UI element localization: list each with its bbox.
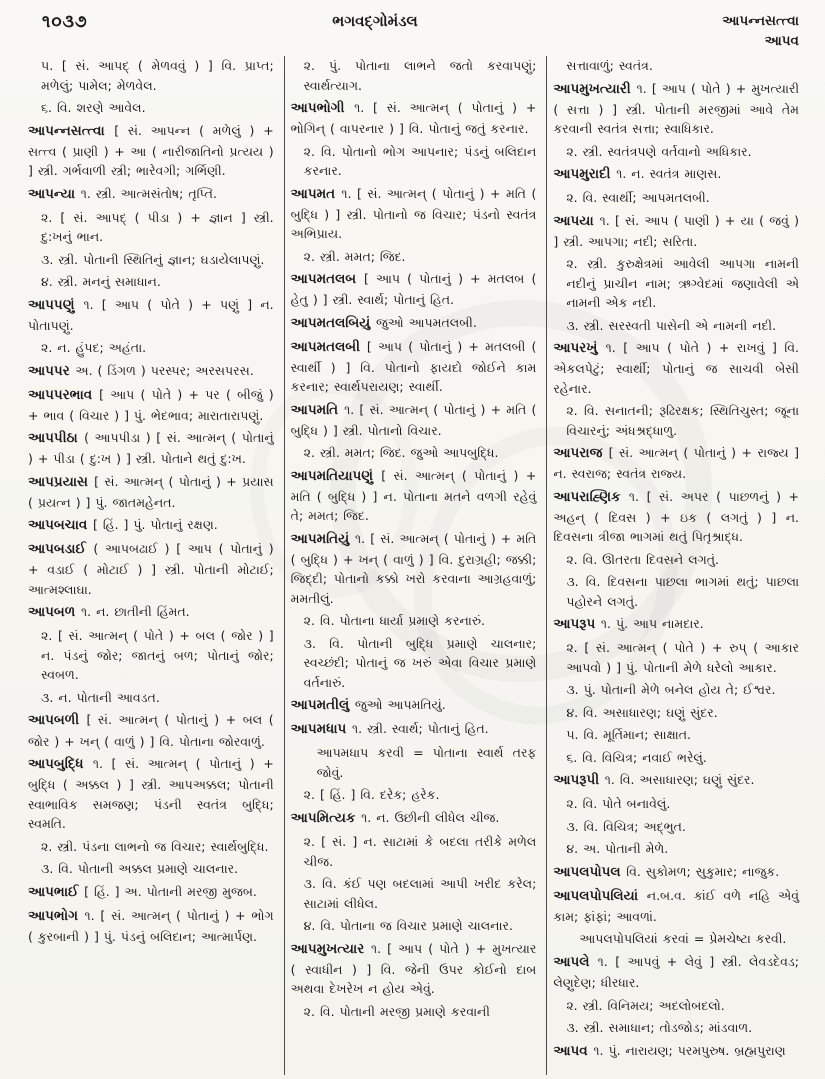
headword: આપપ્રયાસ xyxy=(28,473,95,490)
sense-line: ૨. સ્ત્રી. પંડના લાભનો જ વિચાર; સ્વાર્થબુદ્ધિ. xyxy=(41,838,269,854)
headword: આપમતીલું xyxy=(290,697,355,714)
headword: આપમતિયું xyxy=(290,530,356,547)
dictionary-entry: આપરાજ [ સં. આત્મન્ ( પોતાનું ) + રાજ્ય ] ન. સ્વરાજ; સ્વતંત્ર રાજ્ય. xyxy=(553,445,800,482)
dictionary-entry: આપમુરાદી ૧. ન. સ્વતંત્ર માણસ. xyxy=(553,166,722,183)
headword: આપબચાવ xyxy=(28,517,93,534)
sense-line: ૬. વિ. શરણે આવેલ. xyxy=(41,100,146,115)
dictionary-entry: આપભોગ ૧. [ સં. આત્મન્ ( પોતાનું ) + ભોગ ( કુરબાની ) ] પું. પંડનું બલિદાન; આત્માર્પણ. xyxy=(28,907,274,944)
dictionary-entry: આપપીઠા ( આપપીડા ) [ સં. આત્મન્ ( પોતાનું ) + પીડા ( દુ:ખ ) ] સ્ત્રી. પોતાને થતું દુ:ખ. xyxy=(28,430,274,467)
sense-line: ૨. વિ. પોતાના ધાર્યા પ્રમાણે કરનારું. xyxy=(303,613,485,629)
sense-line: ૨. સ્ત્રી. વિનિમય; અદલોબદલો. xyxy=(566,997,725,1013)
headword: આપલપોપલિયાં xyxy=(553,887,647,904)
sense-line: ૫. [ સં. આપદ્ ( મેળવવું ) ] વિ. પ્રાપ્ત; મળેલું; પામેલ; મેળવેલ. xyxy=(41,58,274,93)
idiom-line: આપલપોપલિયાં કરવાં = પ્રેમચેષ્ટા કરવી. xyxy=(579,931,787,947)
book-title: ભગવદ્ગોમંડલ xyxy=(332,12,418,30)
headword: આપવ xyxy=(553,1042,594,1059)
dictionary-entry: આપરખું ૧. [ આપ ( પોતે ) + રાખવું ] વિ. એકલપેટું; સ્વાર્થી; પોતાનું જ સાચવી બેસી રહેનાર. xyxy=(553,340,800,396)
headword: આપભાઈ xyxy=(28,883,85,900)
sense-line: ૩. સ્ત્રી. સમાધાન; તોડજોડ; માંડવાળ. xyxy=(566,1020,753,1036)
dictionary-entry: આપન્યા ૧. સ્ત્રી. આત્મસંતોષ; તૃપ્તિ. xyxy=(28,185,217,202)
sense-line: ૨. પું. પોતાના લાભને જતો કરવાપણું; સ્વાર્થત્યાગ. xyxy=(303,58,537,93)
dictionary-entry: આપમુખત્યાર ૧. [ આપ ( પોતે ) + મુખત્યાર ( સ્વાધીન ) ] વિ. જેની ઉપર કોઈનો દાબ અથવા દેખરેખ ન હોય એવું. xyxy=(290,940,537,997)
page-number: ૧૦૩૭ xyxy=(42,12,88,32)
dictionary-entry: આપપ્રયાસ [ સં. આત્મન્ ( પોતાનું ) + પ્રયાસ ( પ્રયત્ન ) ] પું. જાતમહેનત. xyxy=(28,473,274,510)
dictionary-entry: આપમતિયાપણું [ સં. આત્મન્ ( પોતાનું ) + મતિ ( બુદ્ધિ ) ] ન. પોતાના મતને વળગી રહેવું તે; મમત; જિદ. xyxy=(290,467,537,524)
sense-line: ૨. [ સં. આપદ્ ( પીડા ) + જ્ઞાન ] સ્ત્રી. દુ:ખનું ભાન. xyxy=(41,209,274,245)
dictionary-entry: આપલે ૧. [ આપવું + લેવું ] સ્ત્રી. લેવડદેવડ; લેણુદેણ; ધીરધાર. xyxy=(553,953,800,991)
dictionary-entry: આપલપોપલિયાં ન.બ.વ. કાંઈ વળે નહિ એવું કામ; ફાંફાં; આવળાં. xyxy=(553,887,800,924)
headword: આપરૂપ xyxy=(553,616,601,633)
headword: આપરાજ xyxy=(553,445,609,462)
headword: આપમતલબિયું xyxy=(290,314,376,331)
headword: આપમત xyxy=(290,185,342,202)
dictionary-entry: આપરાહ્ણિક ૧. [ સં. અપર ( પાછળનું ) + અહન્ ( દિવસ ) + ઇક ( લગતું ) ] ન. દિવસના ત્રીજા ભાગમાં થતું પિતૃશ્રાદ્ધ. xyxy=(553,488,800,545)
dictionary-entry: આપમુખત્યારી ૧. [ આપ ( પોતે ) + મુખત્યારી ( સત્તા ) ] સ્ત્રી. પોતાની મરજીમાં આવે તેમ કરવાની સ્વતંત્ર સત્તા; સ્વાધિકાર. xyxy=(553,80,800,137)
headword: આપયા xyxy=(553,212,600,229)
dictionary-entry: આપબડાઈ ( આપબઢાઈ ) [ આપ ( પોતાનું ) + વડાઈ ( મોટાઈ ) ] સ્ત્રી. પોતાની મોટાઈ; આત્મશ્લાઘા. xyxy=(28,541,274,597)
dictionary-entry: આપબુદ્ધિ ૧. [ સં. આત્મન્ ( પોતાનું ) + બુદ્ધિ ( અક્કલ ) ] સ્ત્રી. આપઅક્કલ; પોતાની સ્વાભાવિક સમજણ; પંડની સ્વતંત્ર બુદ્ધિ; સ્વમતિ. xyxy=(28,756,274,832)
dictionary-entry: આપભાઈ [ હિં. ] અ. પોતાની મરજી મુજબ. xyxy=(28,883,257,900)
dictionary-entry: આપરૂપ ૧. પું. આપ નામદાર. xyxy=(553,616,704,633)
column-container xyxy=(22,56,809,1075)
sense-line: ૨. [ સં. ] ન. સાટામાં કે બદલા તરીકે મળેલ ચીજ. xyxy=(303,834,537,869)
headword: આપરૂપી xyxy=(553,772,605,789)
dictionary-entry: આપયા ૧. [ સં. આપ ( પાણી ) + યા ( જવું ) ] સ્ત્રી. આપગા; નદી; સરિતા. xyxy=(553,212,800,249)
dictionary-entry: આપપર અ. ( ડિંગળ ) પરસ્પર; અરસપરસ. xyxy=(28,362,254,379)
headword: આપરાહ્ણિક xyxy=(553,488,629,505)
dictionary-entry: આપરૂપી ૧. વિ. અસાધારણ; ઘણું સુંદર. xyxy=(553,772,755,789)
headword: આપમતિયાપણું xyxy=(290,467,382,484)
headword: આપમતલબ xyxy=(290,271,364,288)
guide-words xyxy=(722,12,799,51)
headword: આપમુરાદી xyxy=(553,166,617,183)
sense-line: ૨. સ્ત્રી. કુરુક્ષેત્રમાં આવેલી આપગા નામની નદીનું પ્રાચીન નામ; ઋગ્વેદમાં જણાવેલી એ નામની એક નદી. xyxy=(566,256,800,311)
dictionary-entry: આપમતિયું ૧. [ સં. આત્મન્ ( પોતાનું ) + મતિ ( બુદ્ધિ ) + ખન્ ( વાળું ) ] વિ. દુરાગ્રહી; જક્કી; જિદ્દી; પોતાનો કક્કો ખરો કરવાના આગ્રહવાળું; મમતીલું. xyxy=(290,530,537,606)
headword: આપલપોપલ xyxy=(553,863,627,880)
sense-line: ૨. વિ. પોતાનો ભોગ આપનાર; પંડનું બલિદાન કરનાર. xyxy=(303,143,537,179)
sense-line: ૨. વિ. ઊતરતા દિવસને લગતું. xyxy=(566,551,720,567)
sense-line: ૩. સ્ત્રી. પોતાની સ્થિતિનું જ્ઞાન; ઘડાયેલાપણું. xyxy=(41,251,265,267)
dictionary-entry: આપમતીલું જુઓ આપમતિયું. xyxy=(290,697,446,714)
headword: આપમુખત્યાર xyxy=(290,940,372,957)
dictionary-entry: આપમિત્યક ૧. ન. ઉછીની લીધેલ ચીજ. xyxy=(290,809,500,826)
headword: આપપર xyxy=(28,362,76,379)
page-header xyxy=(42,12,799,51)
sense-line: ૪. સ્ત્રી. મનનું સમાધાન. xyxy=(41,274,161,290)
sense-line: ૫. વિ. મૂર્તિમાન; સાક્ષાત. xyxy=(566,727,691,743)
headword: આપપરભાવ xyxy=(28,386,100,403)
sense-line: ૪. અ. પોતાની મેળે. xyxy=(566,841,669,857)
headword: આપભોગ xyxy=(28,907,85,924)
dictionary-entry: આપબળી [ સં. આત્મન્ ( પોતાનું ) + બલ ( જોર ) + ખન્ ( વાળું ) ] વિ. પોતાના જોરવાળું. xyxy=(28,712,274,749)
headword: આપપીઠા xyxy=(28,430,85,447)
sense-line: ૨. વિ. સ્વાર્થી; આપમતલબી. xyxy=(566,190,710,206)
sense-line: ૪. વિ. પોતાના જ વિચાર પ્રમાણે ચાલનાર. xyxy=(303,918,513,934)
sense-line: ૨. વિ. સનાતની; રૂઢિરક્ષક; સ્થિતિચુસ્ત; જૂના વિચારનું; અંધશ્રદ્ધાળુ. xyxy=(566,403,800,438)
column-right xyxy=(547,56,809,1075)
guide-word-last: આપવ xyxy=(764,32,799,49)
dictionary-entry: આપબચાવ [ હિં. ] પું. પોતાનું રક્ષણ. xyxy=(28,517,218,534)
headword: આપમતિ xyxy=(290,401,345,418)
dictionary-entry: આપપણું ૧. [ આપ ( પોતે ) + પણું ] ન. પોતાપણું. xyxy=(28,296,274,333)
idiom-line: આપમધાપ કરવી = પોતાના સ્વાર્થ તરફ જોવું. xyxy=(316,745,537,780)
sense-line: ૨. [ હિં. ] વિ. દરેક; હરેક. xyxy=(303,787,440,803)
headword: આપબડાઈ xyxy=(28,541,94,558)
headword: આપન્નસત્ત્વા xyxy=(28,122,115,139)
sense-line: ૨. સ્ત્રી. મમત; જિદ. જુઓ આપબુદ્ધિ. xyxy=(303,445,499,461)
headword: આપબળ xyxy=(28,604,82,621)
dictionary-entry: આપવ ૧. પું. નારાયણ; પરમપુરુષ. બ્રહ્મપુરાણ xyxy=(553,1042,786,1059)
sense-line: ૩. પું. પોતાની મેળે બનેલ હોય તે; ઈશ્વર. xyxy=(566,682,776,698)
dictionary-entry: આપપરભાવ [ આપ ( પોતે ) + પર ( બીજું ) + ભાવ ( વિચાર ) ] પું. ભેદભાવ; મારાતારાપણું. xyxy=(28,386,274,423)
sense-line: ૨. સ્ત્રી. સ્વતંત્રપણે વર્તવાનો અધિકાર. xyxy=(566,143,752,159)
dictionary-entry: આપમતલબિયું જુઓ આપમતલબી. xyxy=(290,314,477,331)
guide-word-first: આપન્નસત્ત્વા xyxy=(722,13,799,29)
sense-line: ૬. વિ. વિચિત્ર; નવાઈ ભરેલું. xyxy=(566,749,707,765)
sense-line: ૨. [ સં. આત્મન્ ( પોતે ) + રુપ્ ( આકાર આપવો ) ] પું. પોતાની મેળે ધરેલો આકાર. xyxy=(566,640,800,675)
headword: આપરખું xyxy=(553,340,606,357)
sense-line: ૩. સ્ત્રી. સરસ્વતી પાસેની એ નામની નદી. xyxy=(566,317,777,333)
sense-line: ૩. વિ. પોતાની અક્કલ પ્રમાણે ચાલનાર. xyxy=(41,861,239,877)
headword: આપમુખત્યારી xyxy=(553,80,637,97)
headword: આપન્યા xyxy=(28,185,81,202)
headword: આપલે xyxy=(553,953,598,970)
sense-line: ૩. વિ. દિવસના પાછલા ભાગમાં થતું; પાછલા પહોરને લગતું. xyxy=(566,574,800,609)
sense-line: ૩. ન. પોતાની આવડત. xyxy=(41,689,160,705)
sense-line: ૩. વિ. પોતાની બુદ્ધિ પ્રમાણે ચાલનાર; સ્વચ્છંદી; પોતાનું જ ખરું એવા વિચાર પ્રમાણે વર્તનારું. xyxy=(303,635,537,690)
headword: આપબળી xyxy=(28,712,87,729)
dictionary-entry: આપબળ ૧. ન. છાતીની હિંમત. xyxy=(28,604,190,621)
headword: આપભોગી xyxy=(290,100,355,116)
sense-line: ૨. ન. હુંપદ; અહંતા. xyxy=(41,340,147,356)
dictionary-entry: આપમતિ ૧. [ સં. આત્મન્ ( પોતાનું ) + મતિ ( બુદ્ધિ ) ] સ્ત્રી. પોતાનો વિચાર. xyxy=(290,401,537,438)
sense-line: સત્તાવાળું; સ્વતંત્ર. xyxy=(566,58,653,73)
column-middle xyxy=(285,56,548,1075)
headword: આપબુદ્ધિ xyxy=(28,756,93,773)
dictionary-entry: આપમત ૧. [ સં. આત્મન્ ( પોતાનું ) + મતિ ( બુદ્ધિ ) ] સ્ત્રી. પોતાનો જ વિચાર; પંડનો સ્વતંત્ર અભિપ્રાય. xyxy=(290,185,537,242)
dictionary-entry: આપમતલબ [ આપ ( પોતાનું ) + મતલબ ( હેતુ ) ] સ્ત્રી. સ્વાર્થ; પોતાનું હિત. xyxy=(290,271,537,308)
headword: આપમિત્યક xyxy=(290,809,362,826)
sense-line: ૪. વિ. અસાધારણ; ઘણું સુંદર. xyxy=(566,704,718,720)
dictionary-entry: આપભોગી ૧. [ સં. આત્મન્ ( પોતાનું ) + ભોગિન્ ( વાપરનાર ) ] વિ. પોતાનું જતું કરનાર. xyxy=(290,100,537,137)
headword: આપમધાપ xyxy=(290,721,353,738)
sense-line: ૩. વિ. વિચિત્ર; અદ્ભુત. xyxy=(566,818,686,834)
headword: આપમતલબી xyxy=(290,338,367,355)
column-left xyxy=(22,56,285,1075)
sense-line: ૨. વિ. પોતે બનાવેલું. xyxy=(566,796,671,812)
dictionary-entry: આપન્નસત્ત્વા [ સં. આપન્ન ( મળેલું ) + સત્ત્વ ( પ્રાણી ) + આ ( નારીજાતિનો પ્રત્યય ) ] સ્ત્રી. ગર્ભવાળી સ્ત્રી; ભારેવગી; ગર્ભિણી. xyxy=(28,122,274,179)
dictionary-entry: આપલપોપલ વિ. સુકોમળ; સુકુમાર; નાજુક. xyxy=(553,863,780,880)
sense-line: ૨. સ્ત્રી. મમત; જિદ. xyxy=(303,248,406,264)
sense-line: ૨. [ સં. આત્મન્ ( પોતે ) + બલ ( જોર ) ] ન. પંડનું જોર; જાતનું બળ; પોતાનું જોર; સ્વબળ. xyxy=(41,628,274,683)
dictionary-entry: આપમતલબી [ આપ ( પોતાનું ) + મતલબી ( સ્વાર્થી ) ] વિ. પોતાનો ફાયદો જોઈને કામ કરનાર; સ્વાર્થપરાયણ; સ્વાર્થી. xyxy=(290,338,537,395)
sense-line: ૨. વિ. પોતાની મરજી પ્રમાણે કરવાની xyxy=(303,1003,490,1019)
dictionary-entry: આપમધાપ ૧. સ્ત્રી. સ્વાર્થ; પોતાનું હિત. xyxy=(290,721,489,738)
sense-line: ૩. વિ. કંઈ પણ બદલામાં આપી ખરીદ કરેલ; સાટામાં લીધેલ. xyxy=(303,876,537,911)
headword: આપપણું xyxy=(28,296,84,313)
